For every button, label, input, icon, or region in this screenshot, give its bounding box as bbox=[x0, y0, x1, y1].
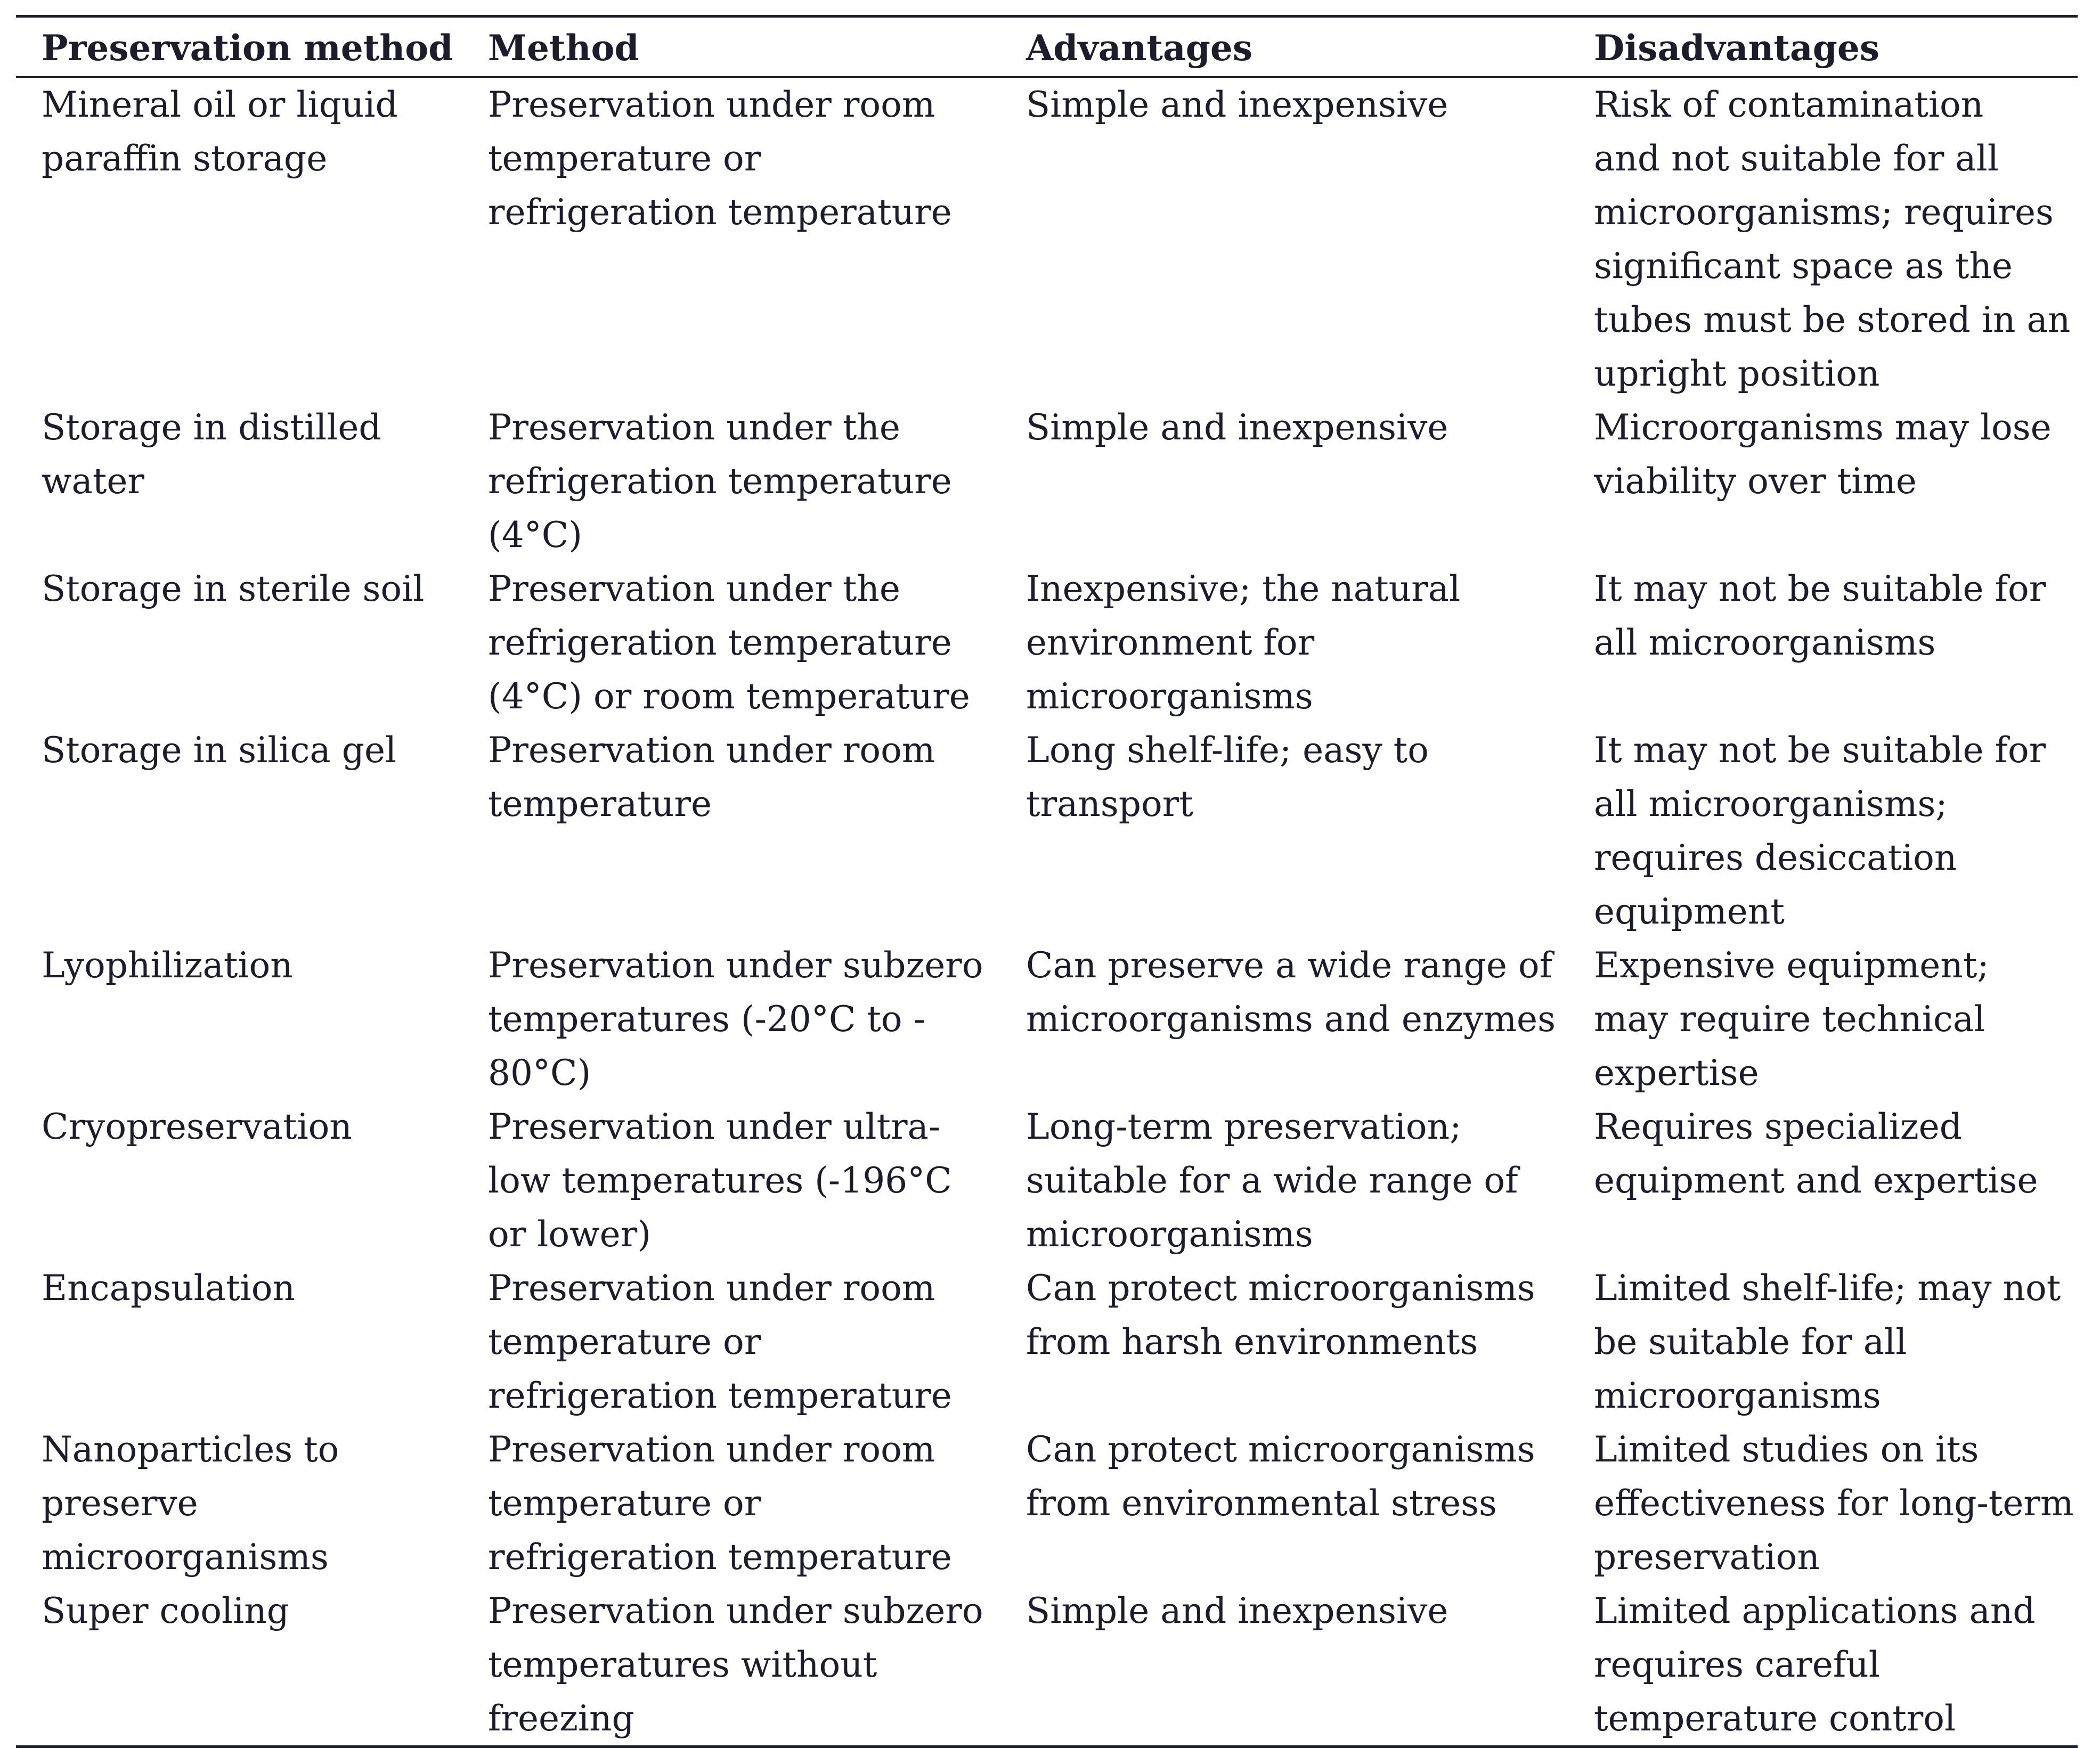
table-bottom-rule bbox=[16, 1745, 2078, 1748]
cell-disadvantages: It may not be suitable for all microorganisms; requires desiccation equipment bbox=[1594, 730, 2046, 932]
cell-advantages: Can protect microorganisms from harsh environments bbox=[1026, 1268, 1535, 1362]
cell-preservation-method: Storage in silica gel bbox=[42, 730, 397, 771]
table-row bbox=[16, 78, 2078, 401]
table-row bbox=[16, 723, 2078, 938]
cell-preservation-method: Storage in distilled water bbox=[42, 407, 381, 502]
cell-method: Preservation under room temperature or refrigeration temperature bbox=[488, 1429, 952, 1578]
cell-preservation-method: Cryopreservation bbox=[42, 1106, 352, 1147]
cell-advantages: Long shelf-life; easy to transport bbox=[1026, 730, 1429, 824]
cell-preservation-method: Nanoparticles to preserve microorganisms bbox=[42, 1429, 339, 1578]
cell-method: Preservation under the refrigeration temperature (4°C) bbox=[488, 407, 952, 556]
cell-method: Preservation under room temperature or refrigeration temperature bbox=[488, 84, 952, 233]
cell-method: Preservation under room temperature or refrigeration temperature bbox=[488, 1268, 952, 1416]
preservation-methods-table-container bbox=[16, 15, 2078, 1748]
cell-advantages: Simple and inexpensive bbox=[1026, 1590, 1448, 1631]
preservation-methods-table bbox=[16, 18, 2078, 76]
table-row bbox=[16, 1584, 2078, 1745]
cell-disadvantages: Microorganisms may lose viability over time bbox=[1594, 407, 2052, 502]
cell-preservation-method: Encapsulation bbox=[42, 1268, 295, 1309]
cell-advantages: Simple and inexpensive bbox=[1026, 84, 1448, 125]
cell-disadvantages: Limited shelf-life; may not be suitable for all microorganisms bbox=[1594, 1268, 2061, 1416]
table-row bbox=[16, 938, 2078, 1100]
cell-preservation-method: Lyophilization bbox=[42, 945, 293, 986]
cell-disadvantages: Limited studies on its effectiveness for long-term preservation bbox=[1594, 1429, 2074, 1578]
header-advantages: Advantages bbox=[1026, 27, 1253, 69]
table-row bbox=[16, 562, 2078, 723]
header-row bbox=[16, 18, 2078, 76]
cell-method: Preservation under room temperature bbox=[488, 730, 935, 824]
cell-advantages: Simple and inexpensive bbox=[1026, 407, 1448, 448]
table-body bbox=[16, 78, 2078, 1745]
cell-preservation-method: Mineral oil or liquid paraffin storage bbox=[42, 84, 398, 179]
cell-advantages: Can protect microorganisms from environmental stress bbox=[1026, 1429, 1535, 1524]
cell-disadvantages: Requires specialized equipment and expertise bbox=[1594, 1106, 2038, 1201]
table-header bbox=[16, 18, 2078, 76]
cell-preservation-method: Storage in sterile soil bbox=[42, 568, 425, 609]
cell-advantages: Inexpensive; the natural environment for microorganisms bbox=[1026, 568, 1461, 717]
cell-advantages: Long-term preservation; suitable for a wide range of microorganisms bbox=[1026, 1106, 1518, 1255]
table-row bbox=[16, 1423, 2078, 1584]
cell-disadvantages: It may not be suitable for all microorganisms bbox=[1594, 568, 2046, 663]
table-row bbox=[16, 401, 2078, 562]
cell-method: Preservation under subzero temperatures without freezing bbox=[488, 1590, 983, 1739]
cell-method: Preservation under subzero temperatures (-20°C to - 80°C) bbox=[488, 945, 983, 1093]
table-row bbox=[16, 1261, 2078, 1423]
cell-disadvantages: Limited applications and requires careful temperature control bbox=[1594, 1590, 2036, 1739]
cell-disadvantages: Expensive equipment; may require technical expertise bbox=[1594, 945, 1989, 1093]
table-row bbox=[16, 1100, 2078, 1261]
header-preservation-method: Preservation method bbox=[42, 27, 453, 69]
header-disadvantages: Disadvantages bbox=[1594, 27, 1880, 69]
cell-preservation-method: Super cooling bbox=[42, 1590, 289, 1631]
header-method: Method bbox=[488, 27, 639, 69]
cell-advantages: Can preserve a wide range of microorganisms and enzymes bbox=[1026, 945, 1556, 1040]
cell-method: Preservation under ultra- low temperatures (-196°C or lower) bbox=[488, 1106, 952, 1255]
cell-method: Preservation under the refrigeration temperature (4°C) or room temperature bbox=[488, 568, 970, 717]
preservation-methods-table-body bbox=[16, 78, 2078, 1745]
cell-disadvantages: Risk of contamination and not suitable for all microorganisms; requires significant space as the tubes must be stored in an upright position bbox=[1594, 84, 2071, 394]
